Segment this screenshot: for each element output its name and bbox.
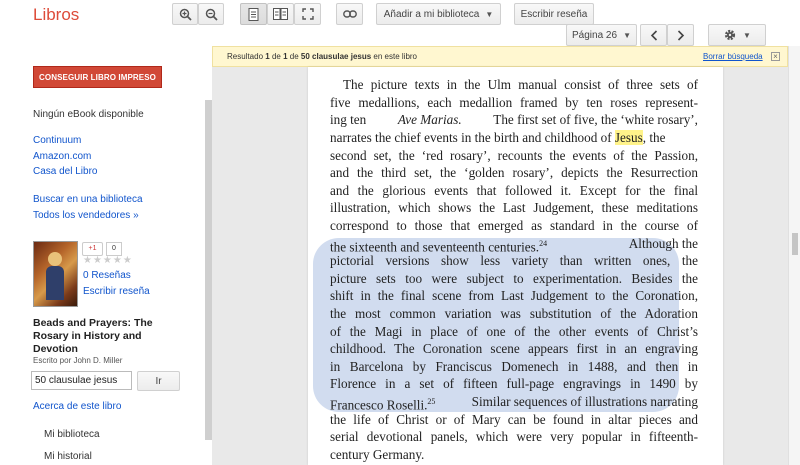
write-review-link[interactable]: Escribir reseña [83, 286, 150, 297]
result-de: de [289, 52, 299, 61]
result-current: 1 [265, 52, 270, 61]
gear-icon [723, 28, 737, 42]
result-of: de [271, 52, 281, 61]
close-icon[interactable]: × [771, 52, 780, 61]
cover-figure-robe [46, 266, 64, 300]
page-line: of the Magi in place of one of the other events of Christ’s [330, 324, 698, 339]
page-line-part: , the [642, 130, 666, 145]
add-to-library-button[interactable] [376, 3, 501, 25]
page-line [330, 129, 698, 146]
page-line: five medallions, each medallion framed by ten roses represent- [330, 95, 698, 110]
add-to-library-label: Añadir a mi biblioteca [383, 8, 480, 20]
result-query: 50 clausulae jesus [300, 52, 372, 61]
buy-print-book-button[interactable]: CONSEGUIR LIBRO IMPRESO [33, 66, 162, 88]
cover-figure-halo [48, 252, 62, 266]
book-title-line-2: Rosary in History and [33, 330, 142, 342]
single-page-view-button[interactable] [240, 3, 267, 25]
find-in-library-link[interactable]: Buscar en una biblioteca [33, 194, 143, 205]
fullscreen-icon [302, 8, 314, 20]
page-line: shift in the final scene from Last Judgement to the Coronation, [330, 288, 698, 303]
page-line: childhood. The Coronation scene appears first in an engraving [330, 341, 698, 356]
result-prefix: Resultado [227, 52, 264, 61]
page-line: Florence in a set of fifteen full-page engravings in 1490 by [330, 376, 698, 391]
my-library-link[interactable]: Mi biblioteca [44, 429, 100, 440]
page-line-part: narrates the chief events in the birth and childhood of [330, 130, 612, 145]
search-go-button[interactable] [137, 371, 180, 391]
in-book-search-input[interactable] [31, 371, 132, 390]
next-page-button[interactable] [667, 24, 694, 46]
two-page-view-button[interactable] [267, 3, 294, 25]
chevron-down-icon: ▼ [623, 30, 631, 40]
footnote-marker[interactable]: 24 [539, 239, 548, 248]
rating-stars: ★★★★★ [83, 255, 133, 266]
write-review-button[interactable] [514, 3, 594, 25]
page-line: serial devotional panels, which were very popular in fifteenth- [330, 429, 698, 444]
page-line [330, 111, 698, 128]
search-result-notice [212, 46, 788, 67]
brand-logo[interactable]: Libros [33, 5, 80, 24]
single-page-icon [248, 8, 259, 21]
store-link-casa-del-libro[interactable]: Casa del Libro [33, 166, 98, 177]
all-sellers-link[interactable]: Todos los vendedores » [33, 210, 139, 221]
zoom-in-button[interactable] [172, 3, 198, 25]
page-line-part: The first set of five, the ‘white rosary’, [493, 112, 698, 127]
result-total: 1 [283, 52, 288, 61]
settings-button[interactable] [708, 24, 766, 46]
page-line: pictorial versions show less variety than written ones, the [330, 253, 698, 268]
chevron-right-icon [677, 30, 685, 41]
my-history-link[interactable]: Mi historial [44, 451, 92, 462]
page-line: picture sets too were subject to experimentation. Besides the [330, 271, 698, 286]
page-line-part: Francesco Roselli. [330, 397, 428, 413]
page-line: and the third set, the ‘golden rosary’, depicts the Resurrection [330, 165, 698, 180]
sidebar-scrollbar[interactable] [205, 100, 212, 440]
zoom-out-button[interactable] [198, 3, 224, 25]
page-line: the most common variation was substitution of the Adoration [330, 306, 698, 321]
result-suffix: en este libro [373, 52, 418, 61]
link-icon [343, 10, 357, 18]
zoom-out-icon [205, 8, 218, 21]
store-link-continuum[interactable]: Continuum [33, 135, 82, 146]
page-line: and the glorious events that followed it. Except for the final [330, 183, 698, 198]
page-line-part: the sixteenth and seventeenth centuries. [330, 239, 540, 255]
page-line: century Germany. [330, 447, 425, 462]
two-page-icon [273, 8, 288, 20]
page-line: correspond to those that emerged as standard in the course of [330, 218, 698, 233]
footnote-marker[interactable]: 25 [427, 397, 436, 406]
page-line: illustration, which shows the Last Judgement, these meditations [330, 200, 698, 215]
chevron-down-icon: ▼ [485, 9, 494, 19]
store-link-amazon[interactable]: Amazon.com [33, 151, 92, 162]
chevron-left-icon [650, 30, 658, 41]
page-line: The picture texts in the Ulm manual consist of three sets of [343, 77, 698, 92]
book-title-line-3: Devotion [33, 343, 78, 355]
result-summary [227, 52, 417, 61]
page-line-part: Similar sequences of illustrations narrating [471, 394, 698, 409]
page-line-italic: Ave Marias. [397, 112, 462, 127]
prev-page-button[interactable] [640, 24, 667, 46]
plus-one-count: 0 [106, 242, 122, 256]
page-selector-label: Página 26 [572, 29, 618, 41]
link-button[interactable] [336, 3, 363, 25]
page-line: the life of Christ or of Mary can be found in altar pieces and [330, 412, 698, 427]
book-author: Escrito por John D. Miller [33, 356, 123, 365]
search-go-label: Ir [155, 375, 162, 387]
clear-search-link[interactable]: Borrar búsqueda [703, 52, 763, 61]
page-line-part: Although the [628, 236, 698, 251]
search-match-highlight: Jesus [614, 130, 643, 145]
fullscreen-button[interactable] [294, 3, 321, 25]
chevron-down-icon: ▼ [743, 30, 751, 40]
page-text-block [308, 67, 723, 465]
zoom-in-icon [179, 8, 192, 21]
plus-one-button[interactable]: +1 [82, 242, 103, 256]
about-book-link[interactable]: Acerca de este libro [33, 401, 122, 412]
reader-scrollbar-thumb[interactable] [792, 233, 798, 255]
no-ebook-text: Ningún eBook disponible [33, 109, 144, 120]
reviews-link[interactable]: 0 Reseñas [83, 270, 131, 281]
book-title-line-1: Beads and Prayers: The [33, 317, 153, 329]
top-toolbar [0, 0, 800, 42]
book-cover-image[interactable] [33, 241, 78, 307]
write-review-label: Escribir reseña [520, 8, 588, 20]
page-line: in Barcelona by Franciscus Domenech in 1488, and then in [330, 359, 698, 374]
page-selector[interactable] [566, 24, 637, 46]
page-line-part: ing ten [330, 112, 367, 127]
reader-scrollbar-track[interactable] [788, 46, 800, 465]
page-line: second set, the ‘red rosary’, recounts the events of the Passion, [330, 148, 698, 163]
